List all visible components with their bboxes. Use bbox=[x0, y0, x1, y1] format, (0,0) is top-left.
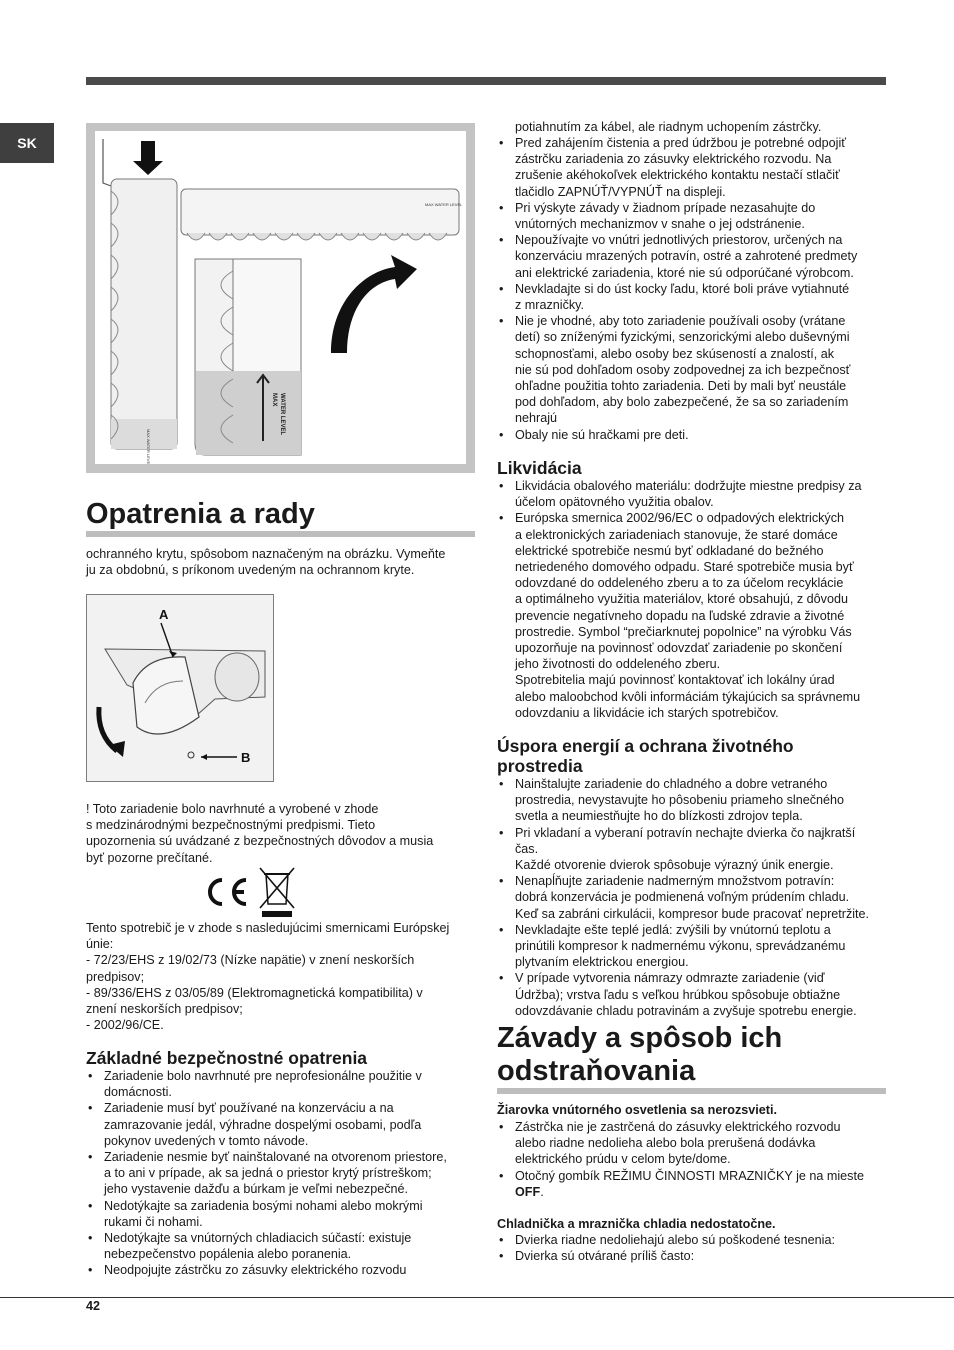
list-item: • Otočný gombík REŽIMU ČINNOSTI MRAZNIČKY je na mieste OFF. bbox=[497, 1168, 889, 1200]
intro-line: ochranného krytu, spôsobom naznačeným na obrázku. Vymeňte bbox=[86, 547, 446, 561]
tray-max-label: MAX WATER LEVEL bbox=[425, 202, 463, 207]
label-a: A bbox=[159, 607, 169, 622]
safety-heading: Základné bezpečnostné opatrenia bbox=[86, 1048, 368, 1068]
page-number: 42 bbox=[86, 1299, 101, 1313]
energy-heading bbox=[497, 736, 887, 776]
ice-tray-figure bbox=[86, 123, 475, 473]
list-item: • Obaly nie sú hračkami pre deti. bbox=[497, 427, 889, 443]
list-item: • Nedotýkajte sa vnútorných chladiacich súčastí: existuje nebezpečenstvo popálenia alebo poranenia. bbox=[86, 1230, 476, 1262]
cleaning-safety-list bbox=[497, 135, 889, 443]
bulb-list bbox=[497, 1119, 889, 1200]
language-tab: SK bbox=[0, 123, 54, 163]
ice-tray-figure-canvas bbox=[95, 131, 466, 464]
list-item: • Pri výskyte závady v žiadnom prípade nezasahujte do vnútorných mechanizmov v snahe o jej odstránenie. bbox=[497, 200, 889, 232]
warning-line: s medzinárodnými bezpečnostnými predpismi. Tieto bbox=[86, 818, 376, 833]
list-item: • Likvidácia obalového materiálu: dodržujte miestne predpisy za účelom opätovného využitia obalov. bbox=[497, 478, 889, 510]
directive-line: - 72/23/EHS z 19/02/73 (Nízke napätie) v znení neskorších bbox=[86, 953, 415, 968]
list-item: • Zariadenie musí byť používané na konzerváciu a na zamrazovanie jedál, výhradne dospelými osobami, podľa pokynov uvedených v tomto návode. bbox=[86, 1100, 476, 1149]
directive-line: - 2002/96/CE. bbox=[86, 1018, 164, 1033]
cooling-list bbox=[497, 1232, 889, 1264]
small-max-label: MAX WATER LEVEL bbox=[146, 429, 151, 464]
certification-marks bbox=[200, 866, 300, 920]
safety-list bbox=[86, 1068, 476, 1279]
list-item: • Nedotýkajte sa zariadenia bosými nohami alebo mokrými rukami či nohami. bbox=[86, 1198, 476, 1230]
weee-bin-icon bbox=[260, 868, 294, 917]
list-item: • Zariadenie nesmie byť nainštalované na otvorenom priestore, a to ani v prípade, ak sa jedná o priestor krytý prístreškom; jeho vystavenie dažďu a búrkam je veľmi nebezpečné. bbox=[86, 1149, 476, 1198]
warning-line: ! Toto zariadenie bolo navrhnuté a vyrobené v zhode bbox=[86, 802, 379, 816]
lamp-cover-illustration bbox=[87, 595, 273, 781]
warning-text bbox=[86, 801, 476, 866]
label-b: B bbox=[241, 750, 251, 765]
ce-weee-marks bbox=[200, 866, 300, 920]
directive-line: predpisov; bbox=[86, 969, 145, 984]
ice-tray-illustration bbox=[95, 131, 466, 464]
faults-title-line: Závady a spôsob ich bbox=[497, 1022, 783, 1054]
lamp-cover-figure bbox=[86, 594, 274, 782]
list-item: • Zástrčka nie je zastrčená do zásuvky elektrického rozvodu alebo riadne nedolieha alebo bola prerušená dodávka elektrického prúdu v celom byte/dome. bbox=[497, 1119, 889, 1168]
large-water-level-label: WATER LEVEL bbox=[279, 393, 285, 436]
off-label: OFF bbox=[515, 1184, 541, 1199]
disposal-list bbox=[497, 478, 889, 721]
warning-line: upozornenia sú uvádzané z bezpečnostných dôvodov a musia bbox=[86, 834, 434, 849]
list-item: • Neodpojujte zástrčku zo zásuvky elektrického rozvodu bbox=[86, 1262, 476, 1278]
list-item: • Nainštalujte zariadenie do chladného a dobre vetraného prostredia, nevystavujte ho pôsobeniu priameho slnečného svetla a neumiestňujte ho do blízkosti zdrojov tepla. bbox=[497, 776, 889, 825]
cooling-heading: Chladnička a mraznička chladia nedostatočne. bbox=[497, 1217, 776, 1231]
header-rule bbox=[86, 77, 886, 85]
directives-text bbox=[86, 920, 478, 1033]
directive-line: - 89/336/EHS z 03/05/89 (Elektromagnetická kompatibilita) v bbox=[86, 985, 423, 1000]
list-item: • Dvierka sú otvárané príliš často: bbox=[497, 1248, 889, 1264]
warning-line: byť pozorne prečítané. bbox=[86, 850, 213, 865]
directive-line: znení neskorších predpisov; bbox=[86, 1002, 243, 1017]
continued-text: potiahnutím za kábel, ale riadnym uchopením zástrčky. bbox=[515, 120, 822, 134]
intro-text bbox=[86, 546, 476, 578]
list-item: • Nevkladajte si do úst kocky ľadu, ktoré boli práve vytiahnuté z mrazničky. bbox=[497, 281, 889, 313]
list-item: • Dvierka riadne nedoliehajú alebo sú poškodené tesnenia: bbox=[497, 1232, 889, 1248]
list-item: • Nie je vhodné, aby toto zariadenie používali osoby (vrátane detí) so zníženými fyzickými, senzorickými alebo duševnými schopnosťami, alebo osoby bez skúseností a znalostí, ak nie sú pod dohľadom osoby zodpovednej za ich bezpečnosť ohľadne použitia tohto zariadenia. Deti by mali byť neustále pod dohľadom, aby bolo zabezpečené, že sa so zariadením nehrajú bbox=[497, 313, 889, 426]
faults-title-line: odstraňovania bbox=[497, 1055, 696, 1087]
list-item: • Nenapĺňujte zariadenie nadmerným množstvom potravín: dobrá konzervácia je podmienená voľným prúdením chladu. Keď sa zabráni cirkulácii, kompresor bude pracovať nepretržite. bbox=[497, 873, 889, 922]
faults-title bbox=[497, 1022, 886, 1094]
list-item: • Zariadenie bolo navrhnuté pre neprofesionálne použitie v domácnosti. bbox=[86, 1068, 476, 1100]
list-item: • Pri vkladaní a vyberaní potravín nechajte dvierka čo najkratší čas. Každé otvorenie dvierok spôsobuje výrazný únik energie. bbox=[497, 825, 889, 874]
bulb-heading: Žiarovka vnútorného osvetlenia sa nerozsvieti. bbox=[497, 1103, 777, 1117]
ce-mark-icon bbox=[210, 880, 246, 904]
list-item: • Nevkladajte ešte teplé jedlá: zvýšili by vnútornú teplotu a prinútili kompresor k nadmernému výkonu, sprevádzanému plytvaním elektrickou energiou. bbox=[497, 922, 889, 971]
energy-heading-line: prostredia bbox=[497, 756, 583, 776]
intro-line: ju za obdobnú, s príkonom uvedeným na ochrannom kryte. bbox=[86, 563, 415, 578]
list-item: • Nepoužívajte vo vnútri jednotlivých priestorov, určených na konzerváciu mrazených potravín, ostré a zahrotené predmety ani elektrické zariadenia, ktoré nie sú odporúčané výrobcom. bbox=[497, 232, 889, 281]
list-item: • Európska smernica 2002/96/EC o odpadových elektrických a elektronických zariadeniach stanovuje, že staré domáce elektrické spotrebiče nesmú byť odkladané do bežného netriedeného domového odpadu. Staré spotrebiče musia byť odovzdané do oddeleného zberu a to za účelom recyklácie a optimálneho využitia materiálov, ktoré obsahujú, z dôvodu prevencie negatívneho dopadu na ľudské zdravie a životné prostredie. Symbol “prečiarknutej popolnice” na výrobku Vás upozorňuje na povinnosť odovzdať zariadenie po skončení jeho životnosti do oddeleného zberu. Spotrebitelia majú povinnosť kontaktovať ich lokálny úrad alebo maloobchod kvôli informáciám týkajúcich sa správnemu odovzdaniu a likvidácie ich starých spotrebičov. bbox=[497, 510, 889, 721]
disposal-heading: Likvidácia bbox=[497, 458, 582, 478]
footer-rule bbox=[0, 1297, 954, 1298]
directive-line: Tento spotrebič je v zhode s nasledujúcimi smernicami Európskej bbox=[86, 921, 450, 935]
large-max-label: MAX bbox=[271, 393, 277, 407]
directive-line: únie: bbox=[86, 937, 114, 952]
energy-heading-line: Úspora energií a ochrana životného bbox=[497, 736, 794, 756]
list-item: • V prípade vytvorenia námrazy odmrazte zariadenie (viď Údržba); vrstva ľadu s veľkou hrúbkou spôsobuje obtiažne odovzdávanie chladu potravinám a zvyšuje spotrebu energie. bbox=[497, 970, 889, 1019]
list-item: • Pred zahájením čistenia a pred údržbou je potrebné odpojiť zástrčku zariadenia zo zásuvky elektrického rozvodu. Na zrušenie akéhokoľvek elektrického kontaktu nestačí stlačiť tlačidlo ZAPNÚŤ/VYPNÚŤ na displeji. bbox=[497, 135, 889, 200]
energy-list bbox=[497, 776, 889, 1019]
precautions-title: Opatrenia a rady bbox=[86, 498, 475, 537]
